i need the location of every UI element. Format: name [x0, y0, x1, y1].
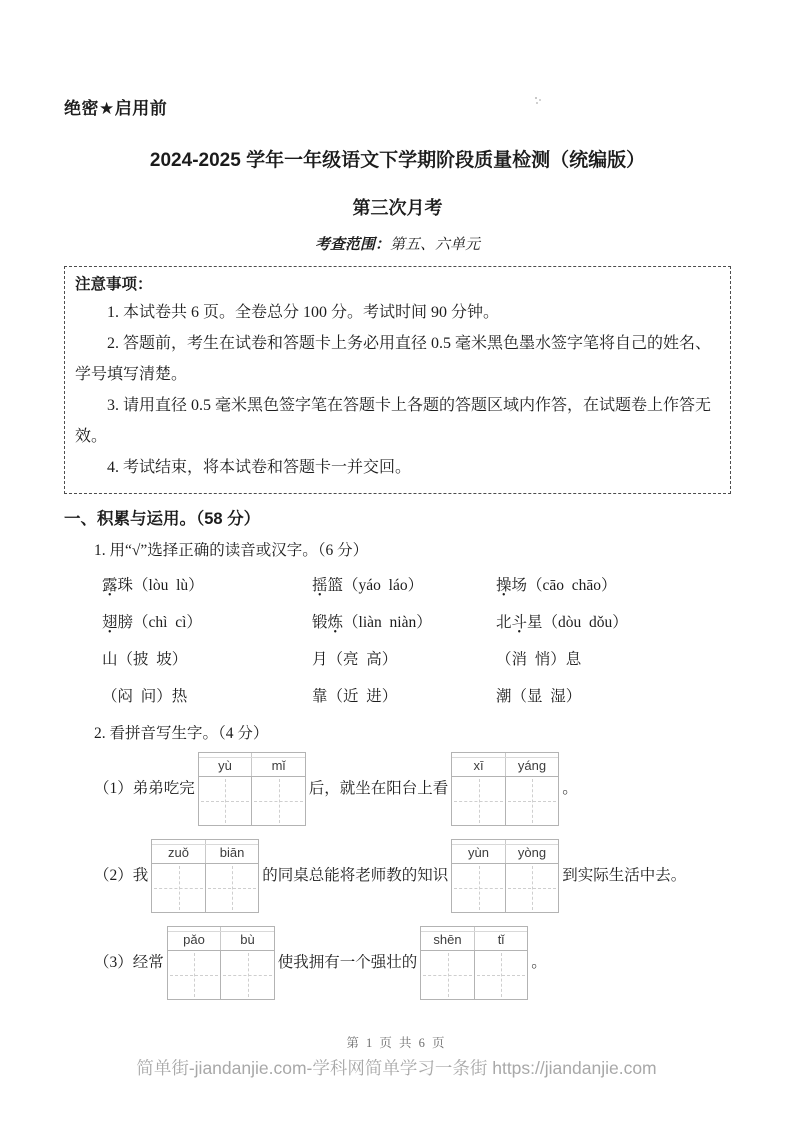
- writing-cell: [505, 777, 559, 825]
- pinyin-row: [452, 753, 558, 777]
- q1-cell: [102, 610, 312, 632]
- sentence-suffix: 到实际生活中去。: [562, 866, 687, 884]
- sentence-suffix: 。: [562, 779, 578, 797]
- word-pre: 北: [496, 614, 512, 631]
- q1-row: [102, 647, 731, 669]
- page-indicator: 第 1 页 共 6 页: [346, 1036, 447, 1050]
- q1-cell: [312, 647, 496, 669]
- notice-item-2: 2. 答题前，考生在试卷和答题卡上务必用直径 0.5 毫米黑色墨水签字笔将自己的姓名、学号填写清楚。: [75, 335, 712, 383]
- word-dotted: 露: [102, 577, 118, 594]
- pinyin-label: pǎo: [183, 931, 205, 947]
- word-pre: （消 悄）息: [496, 651, 582, 668]
- q1-cell: [496, 610, 731, 632]
- q2-label: 2. 看拼音写生字。（4 分）: [94, 725, 269, 742]
- q1-cell: [102, 573, 312, 595]
- q1-cell: [102, 647, 312, 669]
- page-title: 2024-2025 学年一年级语文下学期阶段质量检测（统编版）: [149, 150, 646, 171]
- q2-items: [94, 743, 731, 1004]
- notice-item-1: 1. 本试卷共 6 页。全卷总分 100 分。考试时间 90 分钟。: [107, 304, 500, 321]
- word-dotted: 炼: [327, 614, 344, 631]
- writing-cell: [474, 951, 528, 999]
- page-subtitle: 第三次月考: [352, 198, 443, 218]
- sentence-prefix: （2）我: [94, 866, 149, 884]
- pinyin-label: yù: [218, 757, 232, 773]
- pinyin-label: mǐ: [251, 753, 305, 776]
- q1-cell: [312, 610, 496, 632]
- writing-cell: [251, 777, 305, 825]
- writing-cells-row: [452, 864, 558, 912]
- word-rest: 珠（lòu lù）: [117, 577, 204, 594]
- pinyin-writing-grid: [167, 926, 275, 1000]
- sentence-prefix: （3）经常: [94, 953, 164, 971]
- pinyin-label: shēn: [433, 931, 462, 947]
- writing-cell: [168, 951, 221, 999]
- notice-box: [64, 266, 731, 494]
- word-rest: 场（cāo chāo）: [511, 577, 617, 594]
- word-dotted: 摇: [312, 577, 328, 594]
- writing-cell: [452, 777, 505, 825]
- pinyin-writing-grid: [420, 926, 528, 1000]
- security-label: 绝密★启用前: [64, 99, 168, 118]
- pinyin-label: tǐ: [474, 927, 528, 950]
- pinyin-label: yáng: [505, 753, 559, 776]
- sentence-middle: 的同桌总能将老师教的知识: [262, 866, 449, 884]
- q1-cell: [312, 573, 496, 595]
- scope-value: 第五、六单元: [390, 237, 481, 253]
- q1-label: 1. 用“√”选择正确的读音或汉字。（6 分）: [94, 542, 369, 559]
- q2-item-1: [94, 743, 731, 830]
- pinyin-label: yòng: [505, 840, 559, 863]
- word-pre: 靠（近 进）: [312, 688, 398, 705]
- section-one-heading: 一、积累与运用。（58 分）: [64, 510, 261, 528]
- writing-cells-row: [152, 864, 258, 912]
- sentence-middle: 后，就坐在阳台上看: [308, 779, 449, 797]
- q1-row: [102, 573, 731, 595]
- word-pre: 锻: [312, 614, 328, 631]
- q1-cell: [102, 684, 312, 706]
- pinyin-label: biān: [205, 840, 259, 863]
- pinyin-label: bù: [220, 927, 274, 950]
- pinyin-writing-grid: [198, 752, 306, 826]
- pinyin-row: [421, 927, 527, 951]
- writing-cell: [505, 864, 559, 912]
- word-pre: 山（披 坡）: [102, 651, 188, 668]
- q1-cell: [312, 684, 496, 706]
- pinyin-writing-grid: [451, 839, 559, 913]
- writing-cells-row: [199, 777, 305, 825]
- pinyin-writing-grid: [151, 839, 259, 913]
- word-pre: （闷 问）热: [102, 688, 188, 705]
- site-footer-line: 简单街-jiandanjie.com-学科网简单学习一条街 https://jiandanjie.com: [136, 1058, 657, 1078]
- q2-item-2: [94, 830, 731, 917]
- word-pre: 潮（显 湿）: [496, 688, 582, 705]
- notice-heading: 注意事项：: [75, 276, 153, 293]
- writing-cell: [421, 951, 474, 999]
- q1-cell: [496, 573, 731, 595]
- pinyin-row: [152, 840, 258, 864]
- word-dotted: 斗: [511, 614, 528, 631]
- notice-item-4: 4. 考试结束，将本试卷和答题卡一并交回。: [107, 459, 412, 476]
- word-dotted: 翅: [102, 614, 118, 631]
- writing-cells-row: [168, 951, 274, 999]
- sentence-prefix: （1）弟弟吃完: [94, 779, 195, 797]
- scope-label: 考查范围：: [314, 237, 390, 253]
- writing-cell: [205, 864, 259, 912]
- pinyin-label: zuǒ: [168, 844, 189, 860]
- sentence-middle: 使我拥有一个强壮的: [277, 953, 418, 971]
- word-rest: （liàn niàn）: [343, 614, 432, 631]
- q1-cell: [496, 647, 731, 669]
- word-dotted: 操: [496, 577, 512, 594]
- writing-cells-row: [452, 777, 558, 825]
- writing-cell: [152, 864, 205, 912]
- pinyin-row: [199, 753, 305, 777]
- word-rest: 星（dòu dǒu）: [527, 614, 628, 631]
- scan-artifact-mark: [535, 97, 537, 99]
- q1-cell: [496, 684, 731, 706]
- writing-cell: [452, 864, 505, 912]
- writing-cells-row: [421, 951, 527, 999]
- pinyin-row: [452, 840, 558, 864]
- q1-row: [102, 610, 731, 632]
- notice-item-3: 3. 请用直径 0.5 毫米黑色签字笔在答题卡上各题的答题区域内作答，在试题卷上作答无效。: [75, 397, 712, 445]
- pinyin-writing-grid: [451, 752, 559, 826]
- word-rest: 篮（yáo láo）: [327, 577, 424, 594]
- writing-cell: [220, 951, 274, 999]
- sentence-suffix: 。: [531, 953, 547, 971]
- word-pre: 月（亮 高）: [312, 651, 398, 668]
- q2-item-3: [94, 917, 731, 1004]
- pinyin-label: xī: [473, 757, 484, 773]
- scope-line: [64, 233, 731, 254]
- pinyin-row: [168, 927, 274, 951]
- q1-choice-rows: [102, 573, 731, 706]
- pinyin-label: yùn: [468, 844, 490, 860]
- word-rest: 膀（chì cì）: [117, 614, 202, 631]
- q1-row: [102, 684, 731, 706]
- writing-cell: [199, 777, 252, 825]
